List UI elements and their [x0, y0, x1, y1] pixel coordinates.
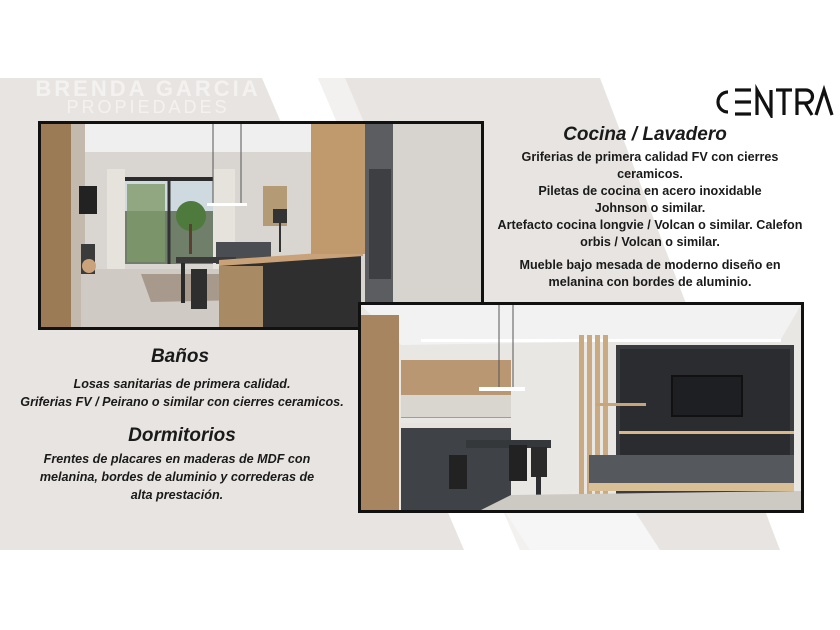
bathrooms-line: Losas sanitarias de primera calidad. — [73, 377, 291, 391]
kitchen-line: Mueble bajo mesada de moderno diseño en — [519, 258, 781, 272]
centra-logo — [708, 84, 834, 118]
tv-room-render — [361, 305, 801, 510]
watermark-line1: BRENDA GARCIA — [35, 78, 261, 96]
bathrooms-line: Griferias FV / Peirano o similar con cierres ceramicos. — [20, 395, 344, 409]
kitchen-line: Johnson o similar. — [594, 201, 706, 215]
kitchen-line: melanina con bordes de aluminio. — [548, 275, 752, 289]
bathrooms-heading: Baños — [150, 346, 210, 367]
bedrooms-line: melanina, bordes de aluminio y correderas de — [39, 470, 315, 484]
bedrooms-line: Frentes de placares en maderas de MDF con — [43, 452, 311, 466]
centra-logo-mark — [708, 84, 834, 118]
bedrooms-text-block — [12, 450, 342, 504]
bedrooms-heading: Dormitorios — [128, 425, 236, 446]
kitchen-heading: Cocina / Lavadero — [563, 124, 727, 145]
watermark-line2: PROPIEDADES — [66, 97, 230, 117]
kitchen-line: orbis / Volcan o similar. — [580, 235, 720, 249]
bedrooms-line: alta prestación. — [130, 488, 224, 502]
watermark — [18, 78, 278, 118]
kitchen-line: ceramicos. — [617, 167, 683, 181]
kitchen-line: Griferias de primera calidad FV con cierres — [521, 150, 779, 164]
living-room-render — [41, 124, 481, 327]
kitchen-text-block — [488, 149, 812, 291]
kitchen-line: Artefacto cocina longvie / Volcan o similar. Calefon — [497, 218, 803, 232]
bathrooms-text-block — [0, 375, 364, 411]
living-room-photo — [38, 121, 484, 330]
kitchen-line: Piletas de cocina en acero inoxidable — [538, 184, 762, 198]
tv-room-photo — [358, 302, 804, 513]
